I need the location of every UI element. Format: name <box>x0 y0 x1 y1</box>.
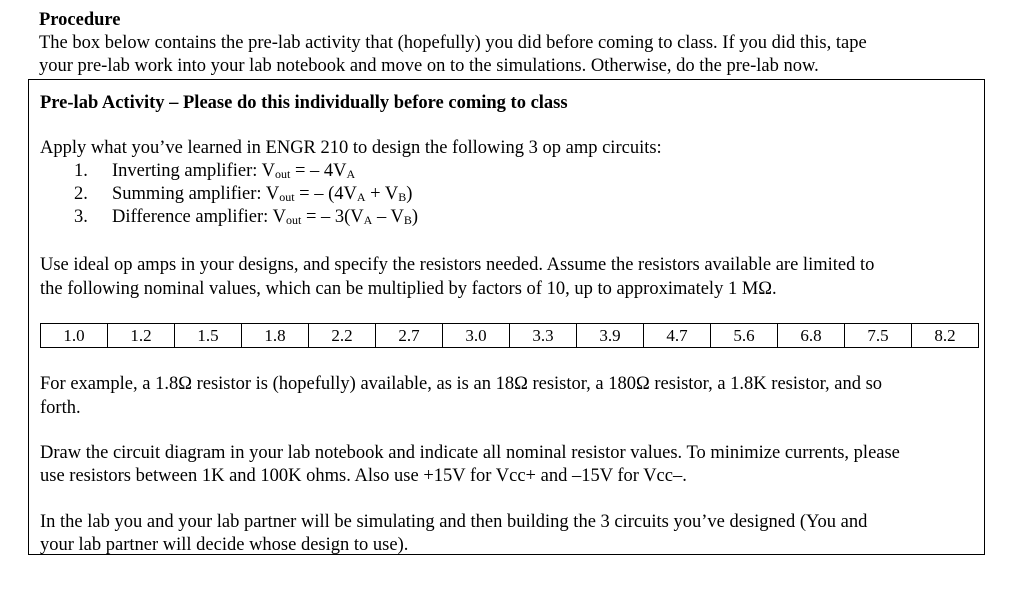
table-row <box>41 324 979 348</box>
draw-instructions-line-2: use resistors between 1K and 100K ohms. Also use +15V for Vcc+ and –15V for Vcc–. <box>40 466 687 486</box>
list-number: 2. <box>74 184 88 204</box>
lab-note-line-2: your lab partner will decide whose design to use). <box>40 535 409 555</box>
resistor-value-cell: 2.2 <box>309 324 376 348</box>
resistor-value-cell: 3.9 <box>577 324 644 348</box>
resistor-value-cell: 7.5 <box>845 324 912 348</box>
prelab-box <box>28 79 985 555</box>
resistor-values-table <box>40 323 979 348</box>
resistor-constraint-line-1: Use ideal op amps in your designs, and specify the resistors needed. Assume the resistors available are limited to <box>40 255 875 275</box>
resistor-value-cell: 1.5 <box>175 324 242 348</box>
draw-instructions-line-1: Draw the circuit diagram in your lab notebook and indicate all nominal resistor values. To minimize currents, please <box>40 443 900 463</box>
resistor-value-cell: 8.2 <box>912 324 979 348</box>
resistor-value-cell: 6.8 <box>778 324 845 348</box>
resistor-value-cell: 4.7 <box>644 324 711 348</box>
list-number: 3. <box>74 207 88 227</box>
prelab-title: Pre-lab Activity – Please do this individually before coming to class <box>40 93 568 113</box>
procedure-heading: Procedure <box>39 10 121 30</box>
circuit-description: Difference amplifier: $V_{out}$ = – $3(V_A - V_B)$ <box>112 207 419 227</box>
resistor-value-cell: 1.0 <box>41 324 108 348</box>
resistor-value-cell: 1.2 <box>108 324 175 348</box>
resistor-value-cell: 2.7 <box>376 324 443 348</box>
resistor-constraint-line-2: the following nominal values, which can be multiplied by factors of 10, up to approximately 1 MΩ. <box>40 279 777 299</box>
apply-instructions: Apply what you’ve learned in ENGR 210 to design the following 3 op amp circuits: <box>40 138 662 158</box>
resistor-value-cell: 1.8 <box>242 324 309 348</box>
list-number: 1. <box>74 161 88 181</box>
circuit-description: Summing amplifier: $V_{out}$ = – $(4V_A + V_B)$ <box>112 184 413 204</box>
procedure-intro-line-2: your pre-lab work into your lab notebook and move on to the simulations. Otherwise, do the pre-lab now. <box>39 56 819 76</box>
procedure-intro-line-1: The box below contains the pre-lab activity that (hopefully) you did before coming to class. If you did this, tape <box>39 33 867 53</box>
lab-note-line-1: In the lab you and your lab partner will be simulating and then building the 3 circuits you’ve designed (You and <box>40 512 868 532</box>
circuit-description: Inverting amplifier: $V_{out}$ = – $4V_A$ <box>112 161 356 181</box>
resistor-value-cell: 3.3 <box>510 324 577 348</box>
resistor-value-cell: 5.6 <box>711 324 778 348</box>
example-line-2: forth. <box>40 398 81 418</box>
resistor-value-cell: 3.0 <box>443 324 510 348</box>
example-line-1: For example, a 1.8Ω resistor is (hopefully) available, as is an 18Ω resistor, a 180Ω resistor, a 1.8K resistor, and so <box>40 374 883 394</box>
